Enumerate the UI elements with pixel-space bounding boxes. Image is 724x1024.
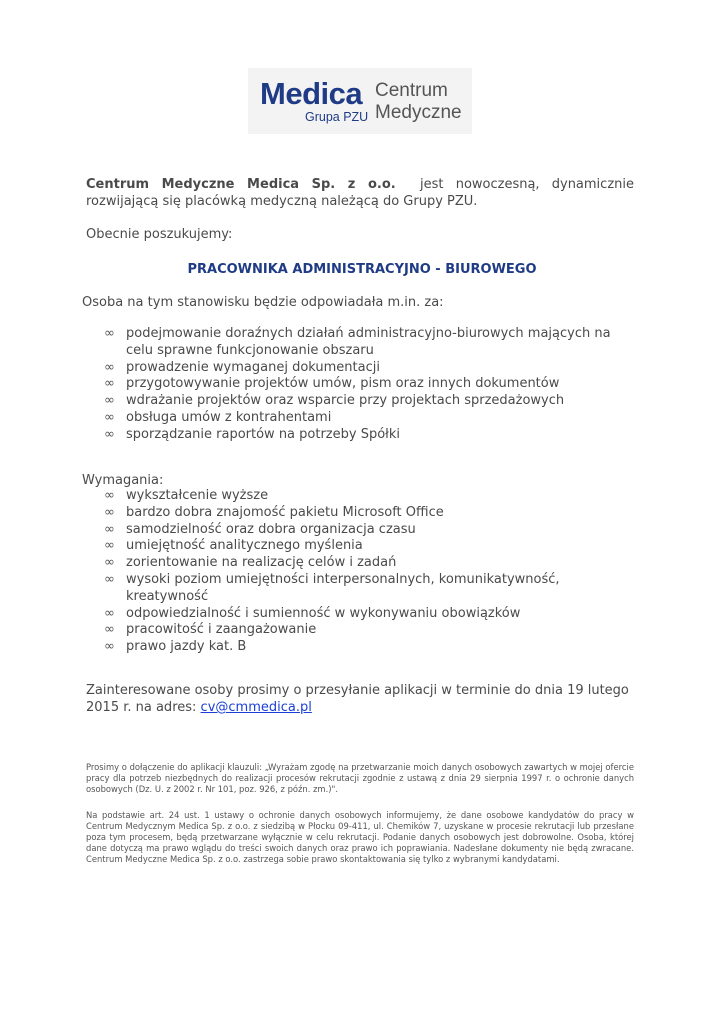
data-protection-notice: Na podstawie art. 24 ust. 1 ustawy o ochronie danych osobowych informujemy, że dane osobowe kandydatów do pracy w Centrum Medycznym Medica Sp. z o.o. z siedzibą w Płocku 09-411, ul. Chemików 7, uzyskane w procesie rekrutacji lub przesłane poza tym procesem, będą przetwarzane wyłącznie w celu rekrutacji. Podanie danych osobowych jest dobrowolne. Osoba, której dane dotyczą ma prawo wglądu do treści swoich danych oraz prawo ich poprawiania. Nadesłane dokumenty nie będą zwracane. Centrum Medyczne Medica Sp. z o.o. zastrzega sobie prawo skontaktowania się tylko z wybranymi kandydatami.	[86, 810, 634, 864]
duties-heading: Osoba na tym stanowisku będzie odpowiadała m.in. za:	[82, 295, 444, 310]
bullet-icon: ∞	[104, 359, 115, 375]
list-item	[104, 376, 624, 393]
logo-brand: Medica	[260, 76, 363, 111]
requirements-heading: Wymagania:	[82, 473, 164, 488]
company-name: Centrum Medyczne Medica Sp. z o.o.	[86, 177, 396, 192]
bullet-icon: ∞	[104, 426, 115, 442]
list-item-text: podejmowanie doraźnych działań administracyjno-biurowych mających na celu sprawne funkcjonowanie obszaru	[126, 326, 611, 358]
list-item	[104, 410, 624, 427]
list-item	[104, 606, 644, 623]
bullet-icon: ∞	[104, 326, 115, 341]
list-item	[104, 427, 624, 444]
bullet-icon: ∞	[104, 605, 115, 621]
bullet-icon: ∞	[104, 488, 115, 503]
bullet-icon: ∞	[104, 639, 115, 655]
requirements-list	[104, 488, 644, 656]
bullet-icon: ∞	[104, 538, 115, 554]
bullet-icon: ∞	[104, 521, 115, 537]
list-item-text: prowadzenie wymaganej dokumentacji	[126, 359, 380, 375]
list-item-text: zorientowanie na realizację celów i zadań	[126, 555, 397, 571]
list-item	[104, 326, 624, 360]
closing-paragraph	[86, 682, 646, 716]
bullet-icon: ∞	[104, 409, 115, 425]
list-item-text: wysoki poziom umiejętności interpersonalnych, komunikatywność, kreatywność	[126, 571, 560, 604]
bullet-icon: ∞	[104, 376, 115, 392]
consent-clause: Prosimy o dołączenie do aplikacji klauzuli: „Wyrażam zgodę na przetwarzanie moich danych osobowych zawartych w mojej ofercie pracy dla potrzeb niezbędnych do realizacji procesów rekrutacji zgodnie z ustawą z dnia 29 sierpnia 1997 r. o ochronie danych osobowych (Dz. U. z 2002 r. Nr 101, poz. 926, z późn. zm.)".	[86, 762, 634, 794]
list-item-text: wdrażanie projektów oraz wsparcie przy projektach sprzedażowych	[126, 393, 565, 409]
seeking-line: Obecnie poszukujemy:	[86, 227, 233, 242]
list-item-text: przygotowywanie projektów umów, pism oraz innych dokumentów	[126, 376, 560, 392]
logo-subtitle	[375, 80, 462, 124]
list-item	[104, 622, 644, 639]
company-logo	[248, 68, 472, 134]
logo-subtitle-line2: Medyczne	[375, 102, 462, 123]
list-item-text: wykształcenie wyższe	[126, 488, 269, 503]
list-item-text: bardzo dobra znajomość pakietu Microsoft Office	[126, 504, 444, 520]
list-item-text: obsługa umów z kontrahentami	[126, 409, 332, 425]
list-item	[104, 639, 644, 656]
list-item	[104, 488, 644, 505]
list-item	[104, 393, 624, 410]
bullet-icon: ∞	[104, 555, 115, 571]
list-item-text: prawo jazdy kat. B	[126, 639, 247, 655]
list-item	[104, 522, 644, 539]
duties-list	[104, 326, 624, 444]
list-item	[104, 555, 644, 572]
bullet-icon: ∞	[104, 504, 115, 520]
closing-text: Zainteresowane osoby prosimy o przesyłanie aplikacji w terminie do dnia 19 lutego 2015 r. na adres:	[86, 683, 629, 715]
logo-group: Grupa PZU	[305, 110, 369, 124]
list-item-text: odpowiedzialność i sumienność w wykonywaniu obowiązków	[126, 605, 521, 621]
list-item-text: pracowitość i zaangażowanie	[126, 622, 317, 638]
intro-paragraph	[86, 176, 634, 210]
list-item-text: samodzielność oraz dobra organizacja czasu	[126, 521, 416, 537]
list-item	[104, 505, 644, 522]
email-link[interactable]: cv@cmmedica.pl	[200, 700, 312, 715]
position-title: PRACOWNIKA ADMINISTRACYJNO - BIUROWEGO	[187, 262, 537, 277]
list-item	[104, 572, 644, 606]
list-item-text: umiejętność analitycznego myślenia	[126, 538, 363, 554]
intro-text: jest nowoczesną, dynamicznie rozwijającą się placówką medyczną należącą do Grupy PZU.	[86, 177, 634, 209]
bullet-icon: ∞	[104, 393, 115, 409]
list-item	[104, 538, 644, 555]
bullet-icon: ∞	[104, 571, 115, 587]
bullet-icon: ∞	[104, 622, 115, 638]
logo-subtitle-line1: Centrum	[375, 80, 448, 101]
list-item-text: sporządzanie raportów na potrzeby Spółki	[126, 426, 400, 442]
list-item	[104, 360, 624, 377]
